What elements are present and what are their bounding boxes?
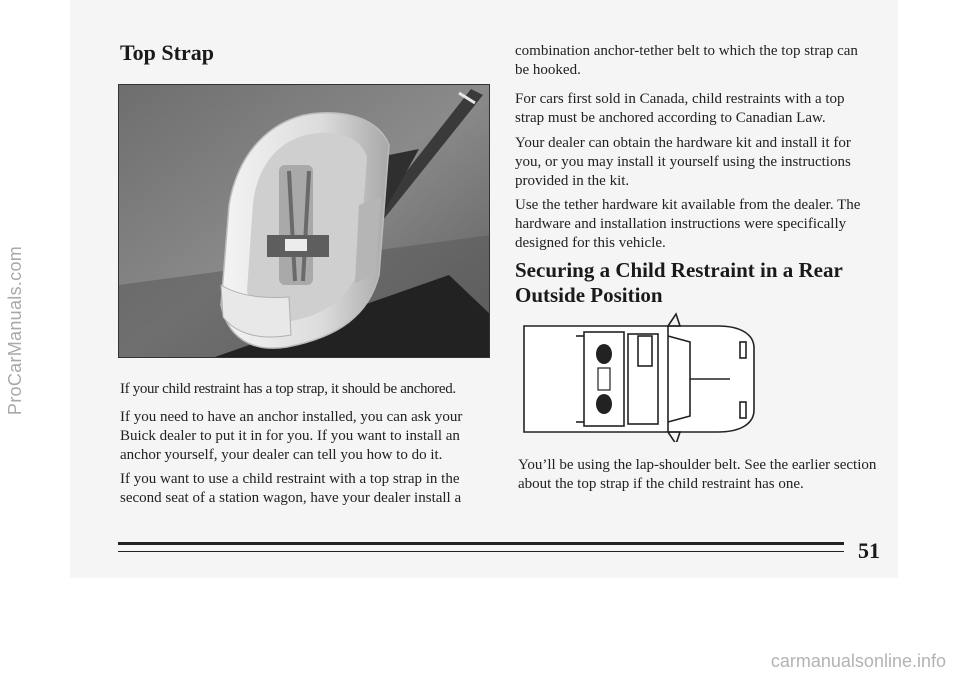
footer-rule-thick <box>118 542 844 545</box>
bottom-watermark: carmanualsonline.info <box>770 651 946 671</box>
car-top-view-illustration <box>518 312 758 442</box>
right-closing-paragraph: You’ll be using the lap-shoulder belt. See the earlier section about the top strap if the child restraint has one. <box>518 457 877 492</box>
left-paragraph-3: If you want to use a child restraint with a top strap in the second seat of a station wagon, have your dealer install a <box>120 471 462 506</box>
left-paragraph-2: If you need to have an anchor installed, you can ask your Buick dealer to put it in for you. If you want to install an anchor yourself, your dealer can tell you how to do it. <box>120 409 463 463</box>
child-seat-illustration <box>119 85 490 358</box>
right-paragraph-3: Your dealer can obtain the hardware kit and install it for you, or you may install it yourself using the instructions provided in the kit. <box>515 135 851 189</box>
left-paragraph-1: If your child restraint has a top strap, it should be anchored. <box>120 381 456 397</box>
page-number: 51 <box>858 538 880 563</box>
right-paragraph-4: Use the tether hardware kit available from the dealer. The hardware and installation instructions were specifically designed for this vehicle. <box>515 197 861 251</box>
rear-outside-position-heading: Securing a Child Restraint in a Rear Outside Position <box>515 258 843 308</box>
footer-rule-thin <box>118 551 844 552</box>
child-seat-marker-left <box>596 344 612 364</box>
right-paragraph-1: combination anchor-tether belt to which the top strap can be hooked. <box>515 43 858 78</box>
top-strap-heading: Top Strap <box>120 40 214 65</box>
side-watermark-text: ProCarManuals.com <box>5 245 26 415</box>
child-seat-marker-right <box>596 394 612 414</box>
side-watermark <box>4 180 28 480</box>
car-seating-diagram <box>518 312 758 442</box>
child-seat-photo <box>118 84 490 358</box>
right-paragraph-2: For cars first sold in Canada, child restraints with a top strap must be anchored according to Canadian Law. <box>515 91 845 126</box>
